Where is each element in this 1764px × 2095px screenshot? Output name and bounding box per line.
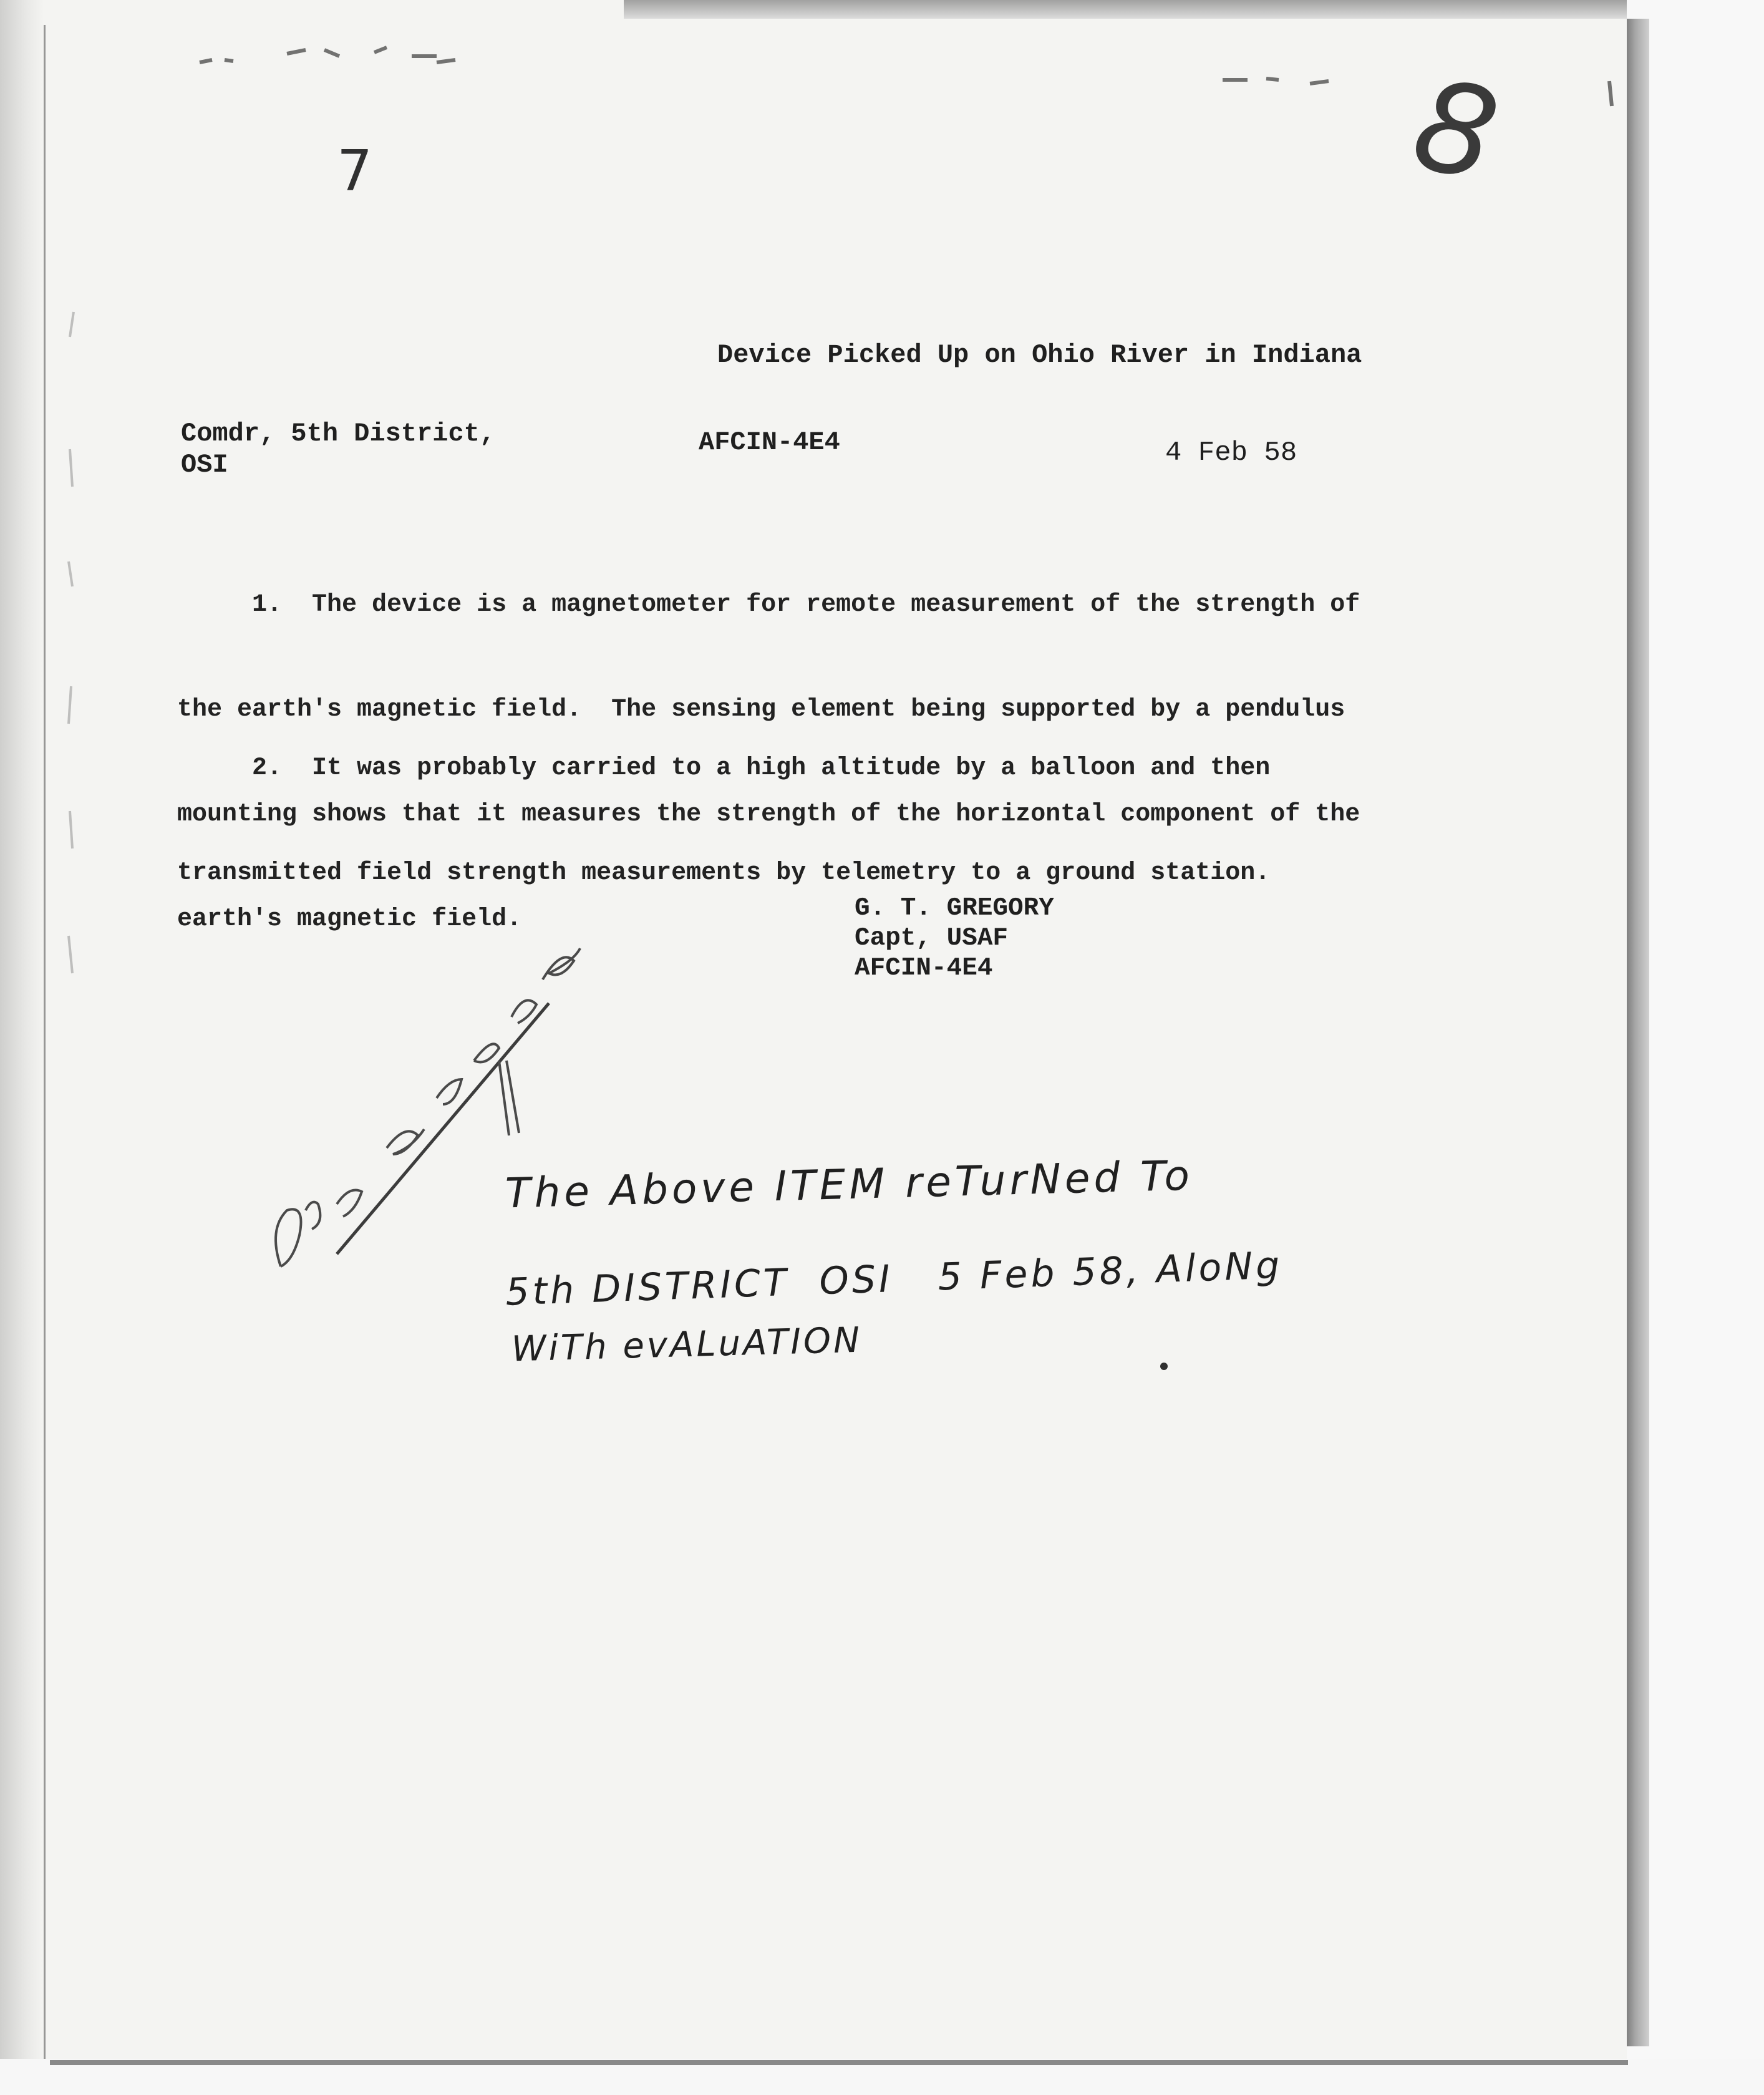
paragraph-2-line: transmitted field strength measurements by telemetry to a ground station. <box>177 859 1271 887</box>
signature-office: AFCIN-4E4 <box>855 954 993 983</box>
signature-name: G. T. GREGORY <box>855 894 1054 923</box>
addressee-line-1: Comdr, 5th District, <box>181 419 496 449</box>
paragraph-1-line: earth's magnetic field. <box>177 905 522 933</box>
addressee-line-2: OSI <box>181 450 228 480</box>
handwritten-page-number: 8 <box>1402 51 1510 210</box>
handwritten-corner-mark: 7 <box>337 139 373 204</box>
paragraph-1-line: 1. The device is a magnetometer for remote measurement of the strength of <box>177 591 1360 619</box>
handwritten-note-line-3: WiTh evALuATION <box>511 1320 863 1370</box>
memo-subject: Device Picked Up on Ohio River in Indiana <box>717 340 1362 370</box>
handwritten-note-line-2: 5th DISTRICT OSI 5 Feb 58, AloNg <box>505 1243 1284 1315</box>
signature-rank: Capt, USAF <box>855 924 1009 953</box>
paragraph-2-line: 2. It was probably carried to a high altitude by a balloon and then <box>177 754 1271 782</box>
memo-date: 4 Feb 58 <box>1165 437 1297 469</box>
paragraph-1-line: the earth's magnetic field. The sensing element being supported by a pendulus <box>177 696 1345 724</box>
top-left-smudge <box>200 47 455 62</box>
diagonal-cursive-scrawl <box>276 948 580 1266</box>
top-right-smudge <box>1223 79 1612 106</box>
handwritten-note-line-1: The Above ITEM reTurNed To <box>505 1151 1194 1218</box>
office-symbol: AFCIN-4E4 <box>699 427 840 457</box>
ink-dot <box>1160 1363 1168 1370</box>
paragraph-1-line: mounting shows that it measures the strength of the horizontal component of the <box>177 800 1360 829</box>
left-margin-marks <box>69 312 74 973</box>
